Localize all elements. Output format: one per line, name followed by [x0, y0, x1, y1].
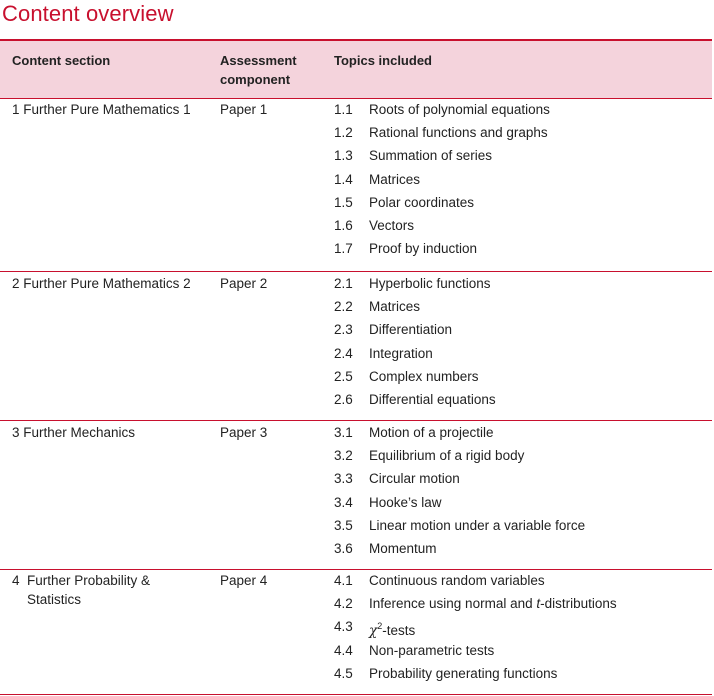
- topic-label: [369, 594, 617, 613]
- topic-number: 4.4: [334, 642, 353, 658]
- topic-number: 1.4: [334, 171, 353, 187]
- header-topics-included: Topics included: [334, 53, 432, 68]
- topic-label: Complex numbers: [369, 368, 479, 384]
- topic-label: Roots of polynomial equations: [369, 102, 550, 117]
- topic-number: 4.1: [334, 573, 353, 588]
- topic-number: 2.5: [334, 368, 353, 384]
- content-section-line1: 4 Further Probability &: [12, 573, 151, 588]
- topic-number: 1.5: [334, 194, 353, 210]
- topic-number: 3.6: [334, 540, 353, 556]
- topic-label-part: -distributions: [540, 596, 617, 612]
- table-row: [0, 421, 712, 570]
- topic-number: 2.4: [334, 345, 353, 361]
- content-section: 1 Further Pure Mathematics 1: [12, 102, 191, 117]
- header-assessment-component: [220, 51, 297, 89]
- chi-symbol: χ: [369, 623, 378, 640]
- topic-label: Linear motion under a variable force: [369, 517, 586, 533]
- topic-label: [369, 617, 415, 641]
- topic-label: Vectors: [369, 217, 415, 233]
- topic-label: Matrices: [369, 171, 421, 187]
- topic-label: Hyperbolic functions: [369, 276, 491, 291]
- assessment-component: Paper 4: [220, 573, 268, 588]
- assessment-component: Paper 3: [220, 425, 268, 440]
- table-row: [0, 272, 712, 421]
- topic-number: 3.3: [334, 471, 353, 487]
- topic-number: 3.2: [334, 448, 353, 464]
- topic-label: Momentum: [369, 540, 437, 556]
- topic-number: 2.1: [334, 276, 353, 291]
- topic-label-part: Inference using normal and: [369, 596, 537, 612]
- topic-number: 2.3: [334, 322, 353, 338]
- topic-label: Motion of a projectile: [369, 425, 494, 440]
- page-title: Content overview: [2, 1, 174, 26]
- topic-label: Circular motion: [369, 471, 460, 487]
- topic-label: Continuous random variables: [369, 573, 545, 588]
- topic-label: Differential equations: [369, 391, 496, 407]
- topic-label-part: -tests: [382, 623, 416, 639]
- topic-number: 1.1: [334, 102, 353, 117]
- assessment-component: Paper 2: [220, 276, 268, 291]
- topic-number: 1.7: [334, 241, 353, 257]
- topic-number: 1.3: [334, 148, 353, 164]
- topic-label: Polar coordinates: [369, 194, 475, 210]
- assessment-component: Paper 1: [220, 102, 268, 117]
- topic-label: Proof by induction: [369, 241, 478, 257]
- header-content-section: Content section: [12, 53, 111, 68]
- content-section: [12, 571, 150, 609]
- table-row: [0, 570, 712, 695]
- topic-label: Matrices: [369, 299, 421, 315]
- topic-number: 1.6: [334, 217, 353, 233]
- topic-label: Differentiation: [369, 322, 453, 338]
- topic-label-italic-t: t: [536, 596, 541, 612]
- topic-number: 4.2: [334, 596, 353, 612]
- topic-number: 2.2: [334, 299, 353, 315]
- topic-number: 3.5: [334, 517, 353, 533]
- topic-number: 3.4: [334, 494, 353, 510]
- content-table: [0, 39, 712, 695]
- table-row: [0, 99, 712, 272]
- topic-label: Non-parametric tests: [369, 642, 495, 658]
- topic-label: Equilibrium of a rigid body: [369, 448, 525, 464]
- topic-label: Probability generating functions: [369, 665, 558, 681]
- topic-label: Rational functions and graphs: [369, 125, 548, 141]
- superscript: 2: [377, 621, 383, 632]
- content-section-line2: Statistics: [12, 592, 82, 607]
- content-section: 2 Further Pure Mathematics 2: [12, 276, 191, 291]
- topic-number: 1.2: [334, 125, 353, 141]
- topic-number: 4.3: [334, 619, 353, 635]
- topic-label: Hooke’s law: [369, 494, 442, 510]
- topic-label: Summation of series: [369, 148, 493, 164]
- topic-number: 4.5: [334, 665, 353, 681]
- topic-number: 3.1: [334, 425, 353, 440]
- topic-label: Integration: [369, 345, 433, 361]
- header-assessment-line2: component: [220, 72, 291, 87]
- topic-number: 2.6: [334, 391, 353, 407]
- content-section: 3 Further Mechanics: [12, 425, 136, 440]
- header-assessment-line1: Assessment: [220, 53, 297, 68]
- table-header: [0, 41, 712, 99]
